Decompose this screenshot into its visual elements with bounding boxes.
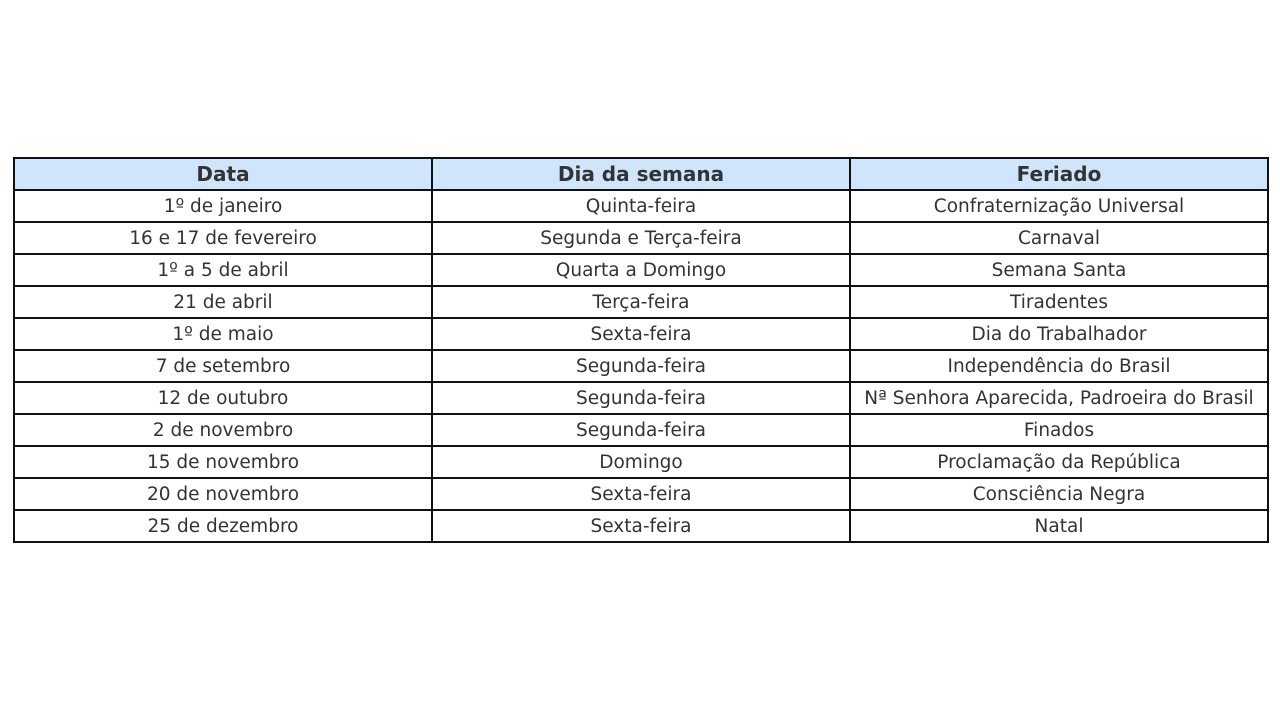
cell-date: 1º a 5 de abril xyxy=(14,254,432,286)
cell-holiday: Carnaval xyxy=(850,222,1268,254)
cell-weekday: Quinta-feira xyxy=(432,190,850,222)
table-row xyxy=(14,350,1268,382)
cell-date: 15 de novembro xyxy=(14,446,432,478)
cell-holiday: Independência do Brasil xyxy=(850,350,1268,382)
table-row xyxy=(14,446,1268,478)
cell-date: 1º de maio xyxy=(14,318,432,350)
cell-holiday: Finados xyxy=(850,414,1268,446)
cell-date: 16 e 17 de fevereiro xyxy=(14,222,432,254)
cell-weekday: Domingo xyxy=(432,446,850,478)
cell-date: 2 de novembro xyxy=(14,414,432,446)
cell-date: 7 de setembro xyxy=(14,350,432,382)
cell-date: 12 de outubro xyxy=(14,382,432,414)
table-row xyxy=(14,382,1268,414)
column-header-weekday: Dia da semana xyxy=(432,158,850,190)
header-row xyxy=(14,158,1268,190)
table-row xyxy=(14,254,1268,286)
cell-date: 25 de dezembro xyxy=(14,510,432,542)
table-body xyxy=(14,190,1268,542)
cell-weekday: Segunda-feira xyxy=(432,382,850,414)
cell-holiday: Proclamação da República xyxy=(850,446,1268,478)
cell-weekday: Segunda e Terça-feira xyxy=(432,222,850,254)
column-header-holiday: Feriado xyxy=(850,158,1268,190)
table-row xyxy=(14,286,1268,318)
holiday-table xyxy=(13,157,1269,543)
table-row xyxy=(14,478,1268,510)
cell-weekday: Sexta-feira xyxy=(432,318,850,350)
column-header-date: Data xyxy=(14,158,432,190)
cell-weekday: Quarta a Domingo xyxy=(432,254,850,286)
cell-holiday: Nª Senhora Aparecida, Padroeira do Brasil xyxy=(850,382,1268,414)
table-row xyxy=(14,510,1268,542)
cell-weekday: Terça-feira xyxy=(432,286,850,318)
table-row xyxy=(14,190,1268,222)
cell-weekday: Sexta-feira xyxy=(432,478,850,510)
cell-date: 20 de novembro xyxy=(14,478,432,510)
cell-weekday: Segunda-feira xyxy=(432,414,850,446)
cell-weekday: Segunda-feira xyxy=(432,350,850,382)
cell-date: 21 de abril xyxy=(14,286,432,318)
cell-holiday: Natal xyxy=(850,510,1268,542)
cell-holiday: Dia do Trabalhador xyxy=(850,318,1268,350)
cell-holiday: Consciência Negra xyxy=(850,478,1268,510)
cell-date: 1º de janeiro xyxy=(14,190,432,222)
cell-holiday: Tiradentes xyxy=(850,286,1268,318)
table-row xyxy=(14,318,1268,350)
table-header xyxy=(14,158,1268,190)
cell-weekday: Sexta-feira xyxy=(432,510,850,542)
cell-holiday: Semana Santa xyxy=(850,254,1268,286)
table-row xyxy=(14,222,1268,254)
table-row xyxy=(14,414,1268,446)
cell-holiday: Confraternização Universal xyxy=(850,190,1268,222)
